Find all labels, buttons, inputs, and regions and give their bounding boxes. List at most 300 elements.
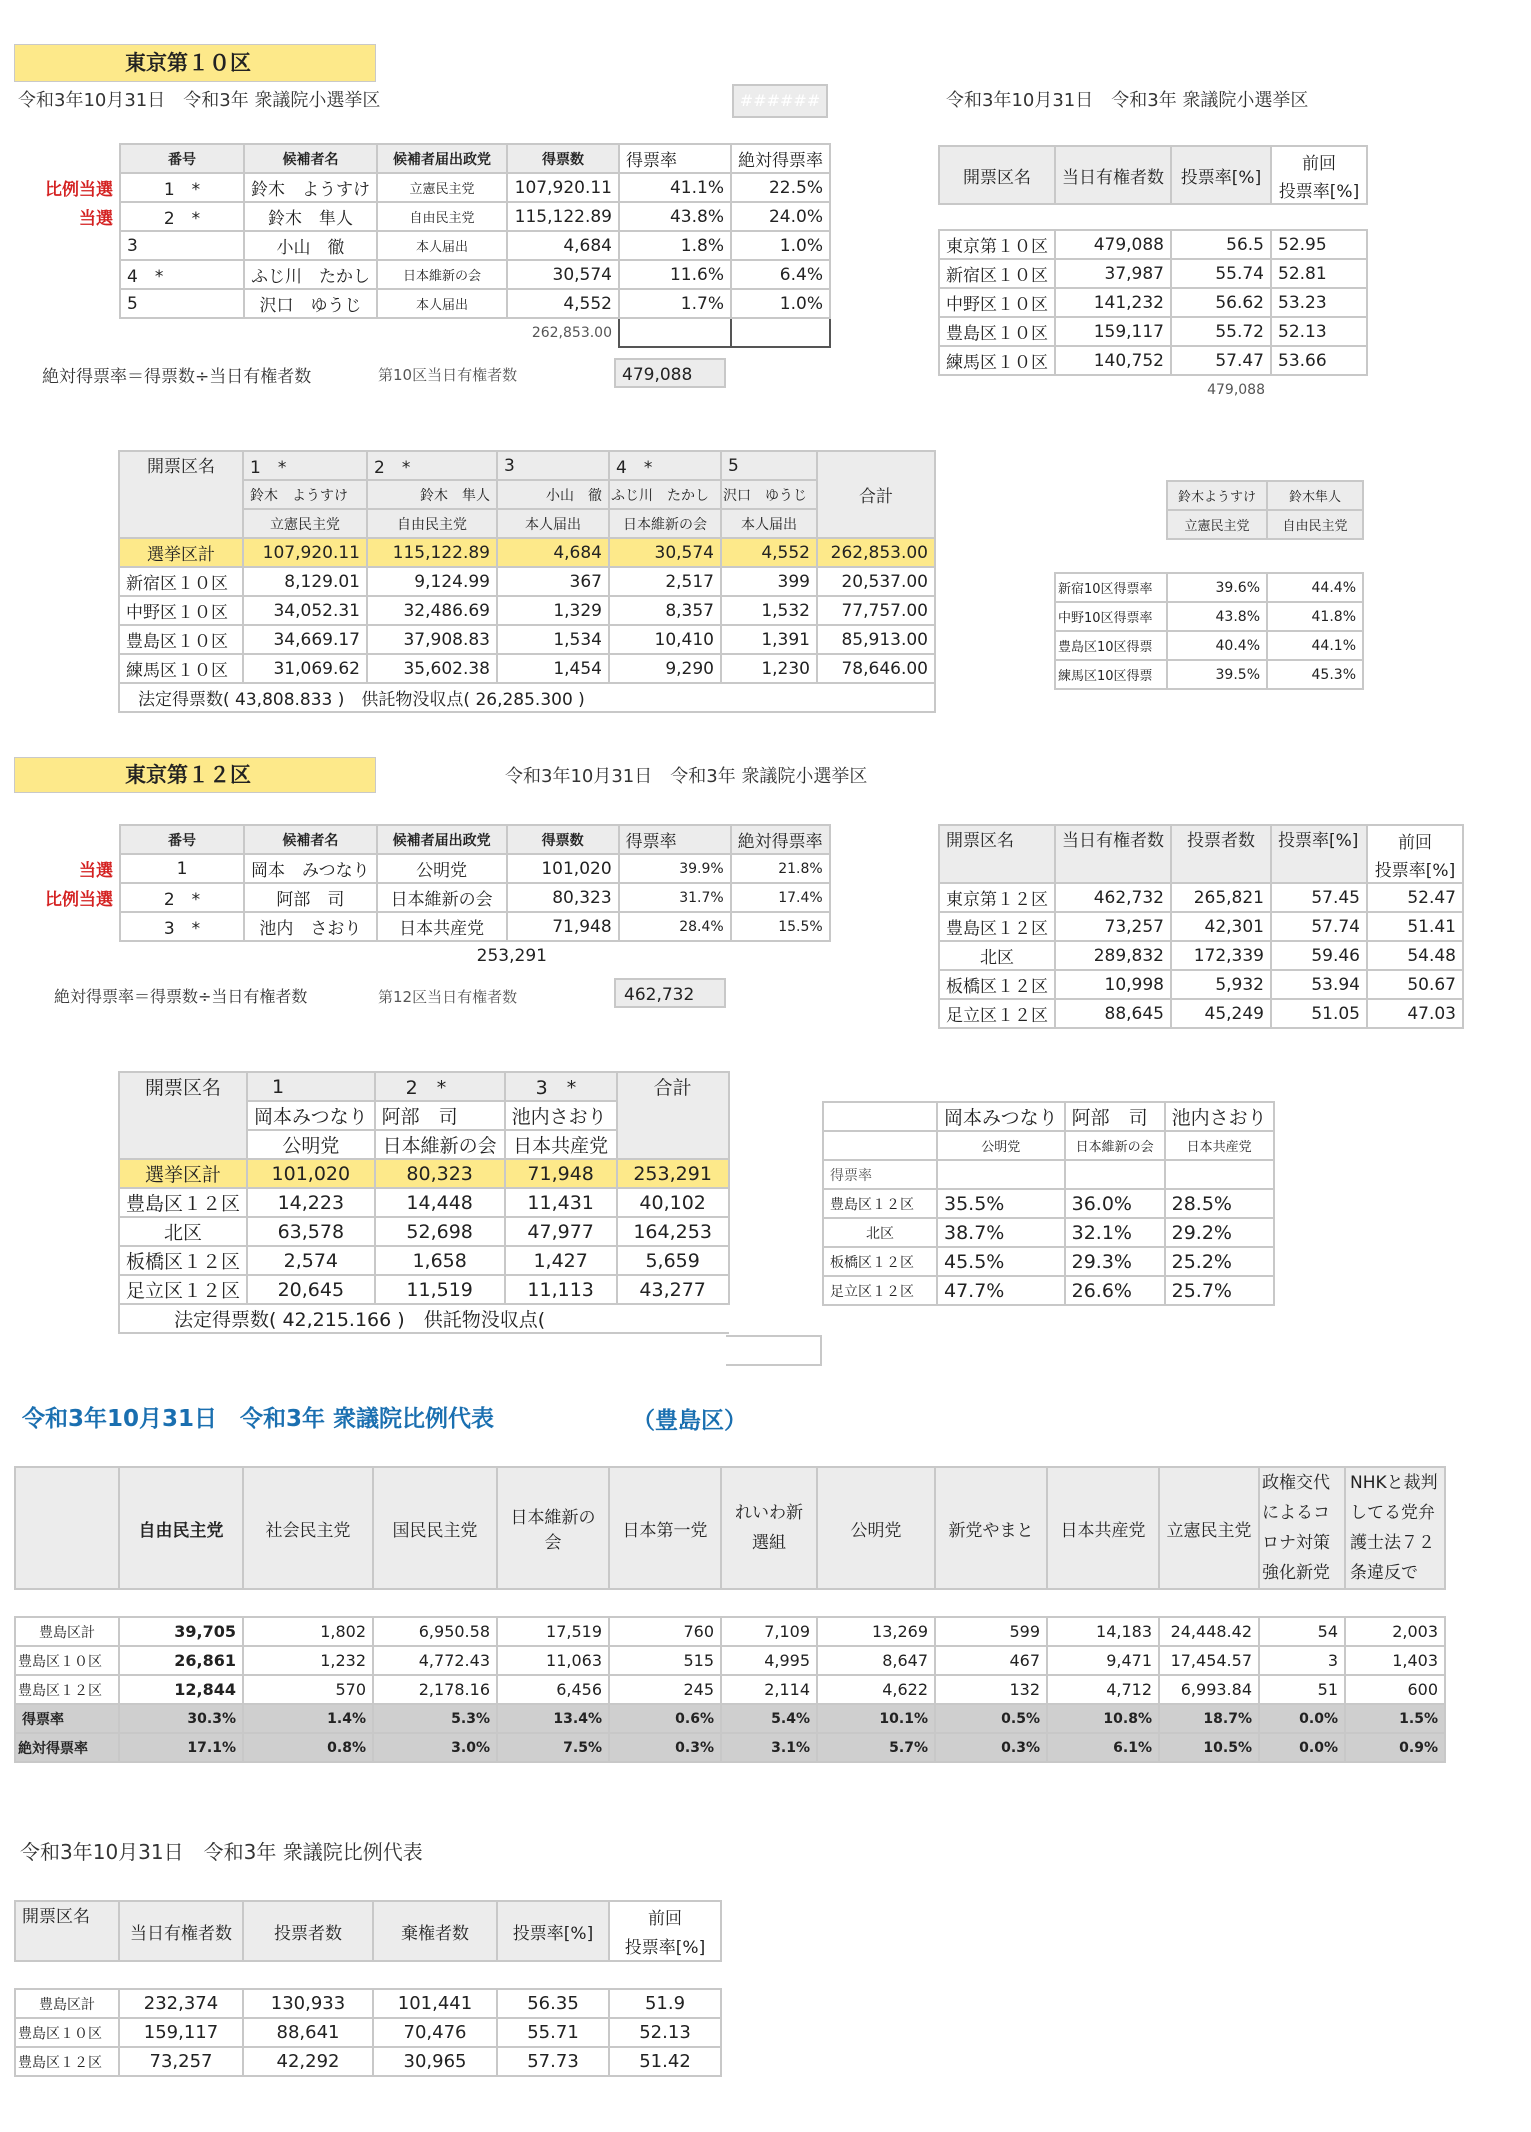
- pr-value: 17,519: [497, 1617, 609, 1646]
- header-party: 候補者届出政党: [377, 144, 507, 173]
- ward-value: 1,391: [721, 625, 817, 654]
- candidate-name: 阿部 司: [244, 883, 377, 912]
- pr-value: 11,063: [497, 1646, 609, 1675]
- candidate-row: [30, 260, 830, 289]
- candidate-rate: 43.8%: [619, 202, 731, 231]
- ward-value: 47,977: [505, 1217, 617, 1246]
- party-header: 自由民主党: [119, 1467, 243, 1589]
- pr-value: 0.0%: [1259, 1733, 1345, 1762]
- pr-value: 0.9%: [1345, 1733, 1445, 1762]
- ward-header-party: 公明党: [247, 1130, 375, 1159]
- pr-row-name: 豊島区計: [15, 1617, 119, 1646]
- turnout-rate: 57.47: [1171, 346, 1271, 375]
- electors-label: 第10区当日有権者数: [378, 366, 518, 384]
- turnout-area: 北区: [939, 941, 1055, 970]
- pr-turnout-value: 56.35: [497, 1989, 609, 2018]
- ward-value: 14,223: [247, 1188, 375, 1217]
- win-mark: 当選: [79, 861, 113, 881]
- rate-row: [823, 1247, 1274, 1276]
- rate-area: 新宿10区得票率: [1055, 573, 1167, 602]
- ward-value: 8,129.01: [243, 567, 367, 596]
- ward-value: 71,948: [505, 1159, 617, 1188]
- pr-turnout-value: 51.42: [609, 2047, 721, 2076]
- pr-value: 4,772.43: [373, 1646, 497, 1675]
- turnout-electors: 73,257: [1055, 912, 1171, 941]
- candidate-rate: 28.4%: [619, 912, 731, 941]
- ward-header-name: 小山 徹: [497, 480, 609, 509]
- rate-area: 豊島区１２区: [823, 1189, 937, 1218]
- pr-value: 3.0%: [373, 1733, 497, 1762]
- turnout-rate: 57.74: [1271, 912, 1367, 941]
- ward-name: 中野区１０区: [119, 596, 243, 625]
- candidate-party: 日本維新の会: [377, 260, 507, 289]
- turnout-row: [939, 346, 1367, 375]
- turnout-rate: 57.45: [1271, 883, 1367, 912]
- candidate-name: 岡本 みつなり: [244, 854, 377, 883]
- pr-value: 132: [935, 1675, 1047, 1704]
- candidate-votes: 115,122.89: [507, 202, 619, 231]
- win-mark: [30, 231, 120, 260]
- candidate-name: 鈴木 隼人: [244, 202, 377, 231]
- pr-value: 26,861: [119, 1646, 243, 1675]
- pr-value: 599: [935, 1617, 1047, 1646]
- pr-value: 9,471: [1047, 1646, 1159, 1675]
- turnout-row: [939, 317, 1367, 346]
- turnout-rate: 55.72: [1171, 317, 1271, 346]
- ward-header-party: 日本維新の会: [375, 1130, 505, 1159]
- pr-value: 5.7%: [817, 1733, 935, 1762]
- pr-value: 0.3%: [609, 1733, 721, 1762]
- pr-turnout-title: 令和3年10月31日 令和3年 衆議院比例代表: [20, 1840, 423, 1864]
- rate-row: [823, 1276, 1274, 1305]
- pr-title: 令和3年10月31日 令和3年 衆議院比例代表: [22, 1406, 495, 1432]
- rate-value: 38.7%: [937, 1218, 1065, 1247]
- rate-value: 25.2%: [1165, 1247, 1274, 1276]
- pr-value: 5.3%: [373, 1704, 497, 1733]
- pr-value: 600: [1345, 1675, 1445, 1704]
- pr-value: 2,114: [721, 1675, 817, 1704]
- pr-turnout-header-prev-rate: 投票率[%]: [609, 1931, 721, 1961]
- ward-name: 北区: [119, 1217, 247, 1246]
- party-header: 立憲民主党: [1159, 1467, 1259, 1589]
- pr-value: 17.1%: [119, 1733, 243, 1762]
- ward-row: [119, 1246, 729, 1275]
- ward-value: 20,537.00: [817, 567, 935, 596]
- ward-value: 101,020: [247, 1159, 375, 1188]
- ward-name: 豊島区１０区: [119, 625, 243, 654]
- turnout-electors: 140,752: [1055, 346, 1171, 375]
- win-mark: [30, 912, 120, 941]
- district12-candidates-table: [30, 824, 831, 970]
- pr-value: 17,454.57: [1159, 1646, 1259, 1675]
- pr-value: 7.5%: [497, 1733, 609, 1762]
- ward-header-area: 開票区名: [119, 451, 243, 538]
- turnout-area: 練馬区１０区: [939, 346, 1055, 375]
- pr-turnout-row: [15, 2018, 721, 2047]
- party-header: 日本第一党: [609, 1467, 721, 1589]
- turnout-rate: 59.46: [1271, 941, 1367, 970]
- turnout-prev-rate: 52.47: [1367, 883, 1463, 912]
- candidate-abs-rate: 15.5%: [731, 912, 830, 941]
- pr-turnout-row: [15, 2047, 721, 2076]
- rate-header-party: 自由民主党: [1267, 510, 1363, 539]
- pr-value: 4,622: [817, 1675, 935, 1704]
- ward-value: 43,277: [617, 1275, 729, 1304]
- candidate-name: 池内 さおり: [244, 912, 377, 941]
- party-header: 政権交代によるコロナ対策強化新党: [1259, 1467, 1345, 1589]
- turnout-area: 中野区１０区: [939, 288, 1055, 317]
- ward-row: [119, 625, 935, 654]
- pr-turnout-header-rate: 投票率[%]: [497, 1901, 609, 1961]
- candidate-row: [30, 289, 830, 318]
- candidate-no: 1: [120, 854, 244, 883]
- rate-header-name: 岡本みつなり: [937, 1102, 1065, 1131]
- ward-value: 11,113: [505, 1275, 617, 1304]
- pr-turnout-value: 70,476: [373, 2018, 497, 2047]
- ward-header-no: 5: [721, 451, 817, 480]
- ward-value: 1,454: [497, 654, 609, 683]
- turnout-prev-rate: 51.41: [1367, 912, 1463, 941]
- ward-value: 20,645: [247, 1275, 375, 1304]
- turnout-header-prev-rate: 投票率[%]: [1271, 175, 1367, 204]
- pr-turnout-value: 55.71: [497, 2018, 609, 2047]
- pr-value: 467: [935, 1646, 1047, 1675]
- ward-value: 2,517: [609, 567, 721, 596]
- ward-value: 31,069.62: [243, 654, 367, 683]
- turnout-header-prev: 前回: [1271, 146, 1367, 175]
- ward-name: 練馬区１０区: [119, 654, 243, 683]
- hash-cell: ######: [732, 84, 828, 118]
- rate-value: 44.1%: [1267, 631, 1363, 660]
- pr-value: 6.1%: [1047, 1733, 1159, 1762]
- candidate-row: [30, 854, 830, 883]
- candidate-no: 4 *: [120, 260, 244, 289]
- rate-row: [1055, 660, 1363, 689]
- ward-name: 選挙区計: [119, 538, 243, 567]
- pr-row-name: 絶対得票率: [15, 1733, 119, 1762]
- header-name: 候補者名: [244, 825, 377, 854]
- pr-value: 0.8%: [243, 1733, 373, 1762]
- party-header: NHKと裁判してる党弁護士法７２条違反で: [1345, 1467, 1445, 1589]
- turnout-row: [939, 941, 1463, 970]
- district10-rate-table: [1166, 480, 1364, 540]
- candidate-votes: 71,948: [507, 912, 619, 941]
- turnout-voters: 172,339: [1171, 941, 1271, 970]
- turnout-rate: 51.05: [1271, 999, 1367, 1028]
- ward-value: 9,290: [609, 654, 721, 683]
- turnout-prev-rate: 53.66: [1271, 346, 1367, 375]
- total-votes: 262,853.00: [531, 325, 612, 341]
- candidate-votes: 4,552: [507, 289, 619, 318]
- rate-label: 得票率: [823, 1160, 937, 1189]
- ward-value: 30,574: [609, 538, 721, 567]
- district10-ward-table: [118, 450, 936, 713]
- ward-header-party: 立憲民主党: [243, 509, 367, 538]
- pr-turnout-value: 30,965: [373, 2047, 497, 2076]
- ward-value: 40,102: [617, 1188, 729, 1217]
- pr-value: 6,950.58: [373, 1617, 497, 1646]
- pr-value: 1,802: [243, 1617, 373, 1646]
- header-no: 番号: [120, 144, 244, 173]
- rate-area: 足立区１２区: [823, 1276, 937, 1305]
- ward-header-no: 2 *: [375, 1072, 505, 1101]
- district12-title: 東京第１２区: [14, 757, 376, 793]
- turnout-prev-rate: 54.48: [1367, 941, 1463, 970]
- party-header: 社会民主党: [243, 1467, 373, 1589]
- ward-value: 262,853.00: [817, 538, 935, 567]
- rate-row: [823, 1189, 1274, 1218]
- turnout-prev-rate: 50.67: [1367, 970, 1463, 999]
- pr-value: 54: [1259, 1617, 1345, 1646]
- ward-row-total: [119, 1159, 729, 1188]
- turnout-row: [939, 883, 1463, 912]
- rate-header-name: 阿部 司: [1065, 1102, 1165, 1131]
- ward-header-party: 日本維新の会: [609, 509, 721, 538]
- ward-value: 1,230: [721, 654, 817, 683]
- ward-value: 78,646.00: [817, 654, 935, 683]
- pr-value: 0.6%: [609, 1704, 721, 1733]
- candidate-name: 沢口 ゆうじ: [244, 289, 377, 318]
- ward-value: 1,658: [375, 1246, 505, 1275]
- candidate-abs-rate: 1.0%: [731, 289, 830, 318]
- turnout-header-prev-rate: 投票率[%]: [1367, 854, 1463, 883]
- ward-value: 367: [497, 567, 609, 596]
- candidate-abs-rate: 6.4%: [731, 260, 830, 289]
- ward-value: 107,920.11: [243, 538, 367, 567]
- pr-row-name: 豊島区１２区: [15, 1675, 119, 1704]
- pr-row: [15, 1646, 1445, 1675]
- rate-value: 35.5%: [937, 1189, 1065, 1218]
- candidate-votes: 107,920.11: [507, 173, 619, 202]
- pr-value: 24,448.42: [1159, 1617, 1259, 1646]
- win-mark: 比例当選: [45, 890, 113, 910]
- turnout-header-area: 開票区名: [939, 825, 1055, 883]
- ward-header-no: 3: [497, 451, 609, 480]
- turnout-voters: 45,249: [1171, 999, 1271, 1028]
- ward-header-name: 鈴木 隼人: [367, 480, 497, 509]
- candidate-votes: 30,574: [507, 260, 619, 289]
- pr-value: 12,844: [119, 1675, 243, 1704]
- header-abs-rate: 絶対得票率: [731, 144, 830, 173]
- rate-value: 43.8%: [1167, 602, 1267, 631]
- pr-turnout-value: 42,292: [243, 2047, 373, 2076]
- pr-value: 1,403: [1345, 1646, 1445, 1675]
- turnout-header-electors: 当日有権者数: [1055, 825, 1171, 883]
- district10-title: 東京第１０区: [14, 44, 376, 82]
- turnout-electors: 479,088: [1055, 230, 1171, 259]
- district10-date-line: 令和3年10月31日 令和3年 衆議院小選挙区: [18, 90, 381, 111]
- candidate-votes: 101,020: [507, 854, 619, 883]
- pr-row-abs-rate: [15, 1733, 1445, 1762]
- total-votes: 253,291: [476, 946, 547, 966]
- pr-party-header-table: [14, 1466, 1446, 1590]
- candidate-no: 3 *: [120, 912, 244, 941]
- turnout-area: 豊島区１０区: [939, 317, 1055, 346]
- candidate-party: 日本共産党: [377, 912, 507, 941]
- ward-header-name: 池内さおり: [505, 1101, 617, 1130]
- header-votes: 得票数: [507, 144, 619, 173]
- party-header: れいわ新選組: [721, 1467, 817, 1589]
- candidate-party: 本人届出: [377, 231, 507, 260]
- pr-row-name: 得票率: [15, 1704, 119, 1733]
- ward-value: 85,913.00: [817, 625, 935, 654]
- rate-value: 44.4%: [1267, 573, 1363, 602]
- ward-name: 板橋区１２区: [119, 1246, 247, 1275]
- ward-value: 11,519: [375, 1275, 505, 1304]
- electors-value: 479,088: [614, 358, 726, 388]
- ward-value: 399: [721, 567, 817, 596]
- ward-row-total: [119, 538, 935, 567]
- pr-turnout-value: 232,374: [119, 1989, 243, 2018]
- turnout-electors: 10,998: [1055, 970, 1171, 999]
- turnout-electors: 289,832: [1055, 941, 1171, 970]
- ward-header-name: ふじ川 たかし: [609, 480, 721, 509]
- candidate-no: 5: [120, 289, 244, 318]
- ward-value: 34,052.31: [243, 596, 367, 625]
- rate-area: 中野10区得票率: [1055, 602, 1167, 631]
- turnout-header-rate: 投票率[%]: [1171, 146, 1271, 204]
- pr-value: 0.5%: [935, 1704, 1047, 1733]
- party-header: 国民民主党: [373, 1467, 497, 1589]
- ward-value: 32,486.69: [367, 596, 497, 625]
- header-rate: 得票率: [619, 825, 731, 854]
- rate-value: 26.6%: [1065, 1276, 1165, 1305]
- ward-header-party: 本人届出: [497, 509, 609, 538]
- candidate-row: [30, 883, 830, 912]
- ward-name: 選挙区計: [119, 1159, 247, 1188]
- pr-turnout-area: 豊島区１０区: [15, 2018, 119, 2047]
- candidate-abs-rate: 22.5%: [731, 173, 830, 202]
- turnout-electors: 462,732: [1055, 883, 1171, 912]
- ward-header-name: 鈴木 ようすけ: [243, 480, 367, 509]
- rate-header-name: 鈴木隼人: [1267, 481, 1363, 510]
- ward-value: 8,357: [609, 596, 721, 625]
- ward-value: 1,329: [497, 596, 609, 625]
- turnout-row: [939, 288, 1367, 317]
- pr-value: 570: [243, 1675, 373, 1704]
- rate-value: 36.0%: [1065, 1189, 1165, 1218]
- rate-value: 47.7%: [937, 1276, 1065, 1305]
- pr-row-name: 豊島区１０区: [15, 1646, 119, 1675]
- rate-area: 北区: [823, 1218, 937, 1247]
- ward-row: [119, 654, 935, 683]
- pr-value: 2,003: [1345, 1617, 1445, 1646]
- candidate-row: [30, 912, 830, 941]
- turnout-header-voters: 投票者数: [1171, 825, 1271, 883]
- ward-value: 52,698: [375, 1217, 505, 1246]
- legal-threshold-text: 法定得票数( 43,808.833 ) 供託物没収点( 26,285.300 ): [119, 683, 935, 712]
- rate-value: 41.8%: [1267, 602, 1363, 631]
- ward-value: 10,410: [609, 625, 721, 654]
- turnout-prev-rate: 47.03: [1367, 999, 1463, 1028]
- rate-header-party: 日本維新の会: [1065, 1131, 1165, 1160]
- ward-header-name: 沢口 ゆうじ: [721, 480, 817, 509]
- pr-row-rate: [15, 1704, 1445, 1733]
- district10-turnout-table: [938, 145, 1368, 404]
- ward-value: 115,122.89: [367, 538, 497, 567]
- rate-value: 40.4%: [1167, 631, 1267, 660]
- ward-header-no: 1: [247, 1072, 375, 1101]
- turnout-header-electors: 当日有権者数: [1055, 146, 1171, 204]
- party-header: 日本維新の会: [497, 1467, 609, 1589]
- pr-turnout-value: 130,933: [243, 1989, 373, 2018]
- header-no: 番号: [120, 825, 244, 854]
- turnout-electors: 88,645: [1055, 999, 1171, 1028]
- pr-value: 1.4%: [243, 1704, 373, 1733]
- turnout-prev-rate: 52.13: [1271, 317, 1367, 346]
- ward-value: 2,574: [247, 1246, 375, 1275]
- pr-value: 4,712: [1047, 1675, 1159, 1704]
- abs-rate-formula: 絶対得票率＝得票数÷当日有権者数: [54, 987, 308, 1006]
- candidate-rate: 11.6%: [619, 260, 731, 289]
- pr-turnout-header-voters: 投票者数: [243, 1901, 373, 1961]
- candidate-votes: 4,684: [507, 231, 619, 260]
- candidate-row: [30, 231, 830, 260]
- ward-header-no: 2 *: [367, 451, 497, 480]
- pr-value: 0.0%: [1259, 1704, 1345, 1733]
- ward-value: 11,431: [505, 1188, 617, 1217]
- legal-threshold-text: 法定得票数( 42,215.166 ) 供託物没収点(: [119, 1304, 729, 1333]
- pr-value: 7,109: [721, 1617, 817, 1646]
- candidate-no: 3: [120, 231, 244, 260]
- ward-value: 1,532: [721, 596, 817, 625]
- ward-value: 4,552: [721, 538, 817, 567]
- ward-value: 14,448: [375, 1188, 505, 1217]
- pr-turnout-header-prev: 前回: [609, 1901, 721, 1931]
- candidate-no: 2 *: [120, 202, 244, 231]
- turnout-row: [939, 999, 1463, 1028]
- candidate-party: 公明党: [377, 854, 507, 883]
- pr-value: 1.5%: [1345, 1704, 1445, 1733]
- turnout-area: 板橋区１２区: [939, 970, 1055, 999]
- ward-header-name: 岡本みつなり: [247, 1101, 375, 1130]
- candidate-name: 小山 徹: [244, 231, 377, 260]
- win-mark: [30, 260, 120, 289]
- rate-value: 39.6%: [1167, 573, 1267, 602]
- turnout-header-prev: 前回: [1367, 825, 1463, 854]
- rate-value: 32.1%: [1065, 1218, 1165, 1247]
- win-mark: 当選: [79, 209, 113, 229]
- candidate-party: 日本維新の会: [377, 883, 507, 912]
- rate-header-name: 池内さおり: [1165, 1102, 1274, 1131]
- candidate-party: 立憲民主党: [377, 173, 507, 202]
- turnout-voters: 42,301: [1171, 912, 1271, 941]
- rate-value: 29.3%: [1065, 1247, 1165, 1276]
- turnout-electors: 37,987: [1055, 259, 1171, 288]
- rate-value: 29.2%: [1165, 1218, 1274, 1247]
- candidate-name: 鈴木 ようすけ: [244, 173, 377, 202]
- candidate-row: [30, 202, 830, 231]
- district12-rate-table: [822, 1101, 1275, 1306]
- rate-value: 45.3%: [1267, 660, 1363, 689]
- pr-value: 10.5%: [1159, 1733, 1259, 1762]
- candidate-rate: 39.9%: [619, 854, 731, 883]
- ward-value: 63,578: [247, 1217, 375, 1246]
- ward-value: 253,291: [617, 1159, 729, 1188]
- pr-value: 515: [609, 1646, 721, 1675]
- pr-value: 760: [609, 1617, 721, 1646]
- turnout-area: 豊島区１２区: [939, 912, 1055, 941]
- candidate-row: [30, 173, 830, 202]
- party-header: 日本共産党: [1047, 1467, 1159, 1589]
- pr-value: 10.8%: [1047, 1704, 1159, 1733]
- header-rate: 得票率: [619, 144, 731, 173]
- turnout-row: [939, 259, 1367, 288]
- pr-value: 10.1%: [817, 1704, 935, 1733]
- header-abs-rate: 絶対得票率: [731, 825, 830, 854]
- ward-row: [119, 567, 935, 596]
- candidate-party: 自由民主党: [377, 202, 507, 231]
